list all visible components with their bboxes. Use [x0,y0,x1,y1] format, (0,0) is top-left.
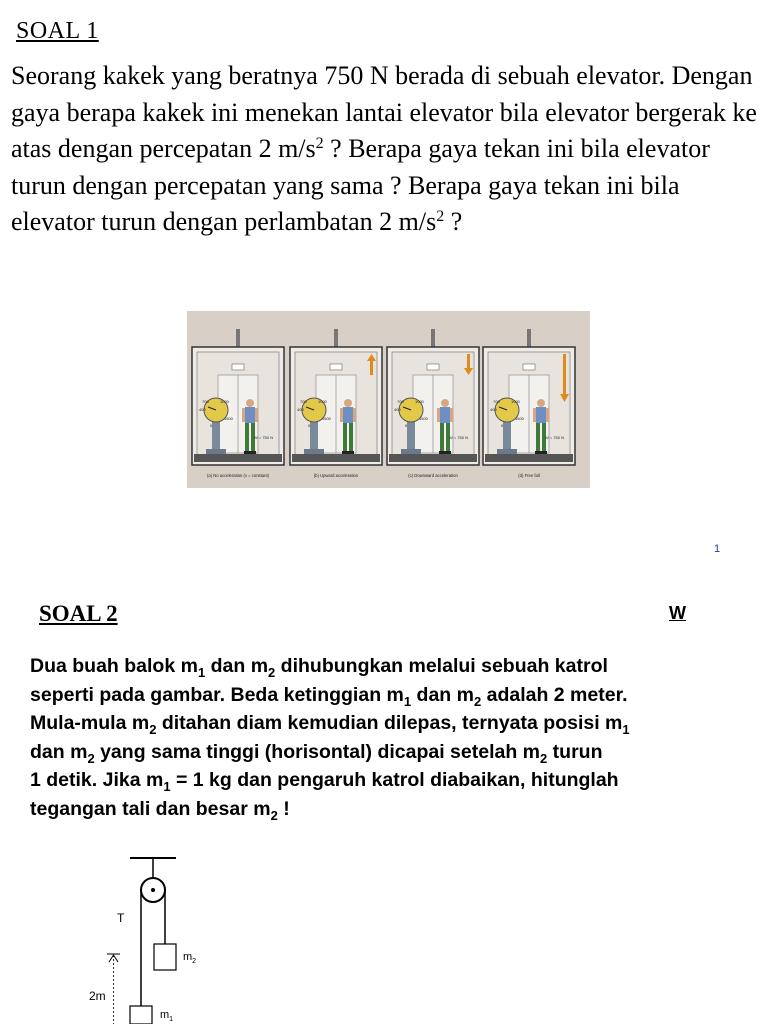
soal1-superscript: 2 [315,135,324,152]
man-arm [255,408,258,422]
scale-tick-label: 1000 [318,399,327,404]
soal2-text-part: dan m [411,683,474,706]
elevator-cable [431,329,435,349]
soal1-text-part: ? [444,207,463,236]
soal2-text-part: = 1 kg dan pengaruh katrol diabaikan, hitunglah [170,769,619,791]
soal1-text-part: ? Berapa gaya tekan ini bila elevator turun dengan percepatan yang sama ? Berapa gaya tekan ini bila elevator turun dengan perlambatan 2 m/s [11,134,710,236]
man-shoes [244,451,256,454]
elevator-panel [192,329,284,465]
man-leg [536,423,540,451]
soal2-subscript: 2 [87,750,95,766]
soal1-superscript: 2 [436,208,445,225]
soal2-subscript: 2 [270,807,278,823]
scale-tick-label: 0 [501,423,504,428]
soal2-text-part: seperti pada gambar. Beda ketinggian m [30,683,404,706]
soal2-text-part: dan m [205,655,269,677]
soal2-title: SOAL 2 [39,601,118,626]
elevator-floor [292,454,380,462]
soal2-text-part: ditahan diam kemudian dilepas, ternyata posisi m [156,712,623,734]
man-shoes [439,451,451,454]
w-mark: W [669,603,686,623]
scale-base [206,449,226,454]
weight-label: W = 750 N [254,435,274,440]
scale-tick-label: 1500 [224,416,233,421]
man-head [441,399,449,407]
panel-caption: (b) Upward acceleration [313,473,359,478]
scale-tick-label: 400 [199,407,206,412]
soal2-line [30,681,760,710]
soal2-subscript: 2 [268,665,276,680]
elevator-cable [527,329,531,349]
scale-tick-label: 1500 [322,416,331,421]
scale-tick-label: 1500 [419,416,428,421]
soal2-line [30,652,760,681]
elevator-illustration [187,311,590,488]
soal2-subscript: 1 [163,779,171,794]
man-head [246,399,254,407]
soal2-text-part: yang sama tinggi (horisontal) dicapai setelah m [94,740,541,763]
elevator-floor [194,454,282,462]
scale-tick-label: 1500 [515,416,524,421]
soal2-line [30,709,760,738]
man-head [344,399,352,407]
elevator-cable [334,329,338,349]
soal2-text-part: tegangan tali dan besar m [30,797,271,820]
man-leg [349,423,353,451]
man-shirt [343,407,353,423]
man-arm [533,408,536,422]
soal2-text-part: dan m [30,740,88,763]
elevator-panel [387,329,479,465]
scale-tick-label: 1000 [415,399,424,404]
acceleration-arrow [563,354,566,394]
soal2-text-part: Mula-mula m [30,712,150,734]
soal2-subscript: 2 [473,693,482,709]
weight-label: W = 750 N [449,435,469,440]
man-arm [242,408,245,422]
block-m1 [130,1006,152,1024]
man-shirt [245,407,255,423]
pulley-axle [151,888,155,892]
scale-tick-label: 700 [493,399,500,404]
soal2-subscript: 1 [622,722,630,737]
man-shoes [535,451,547,454]
weight-label: W = 750 N [545,435,565,440]
elevator-panel [483,329,575,465]
soal2-subscript: 1 [197,665,206,680]
elevator-cable [236,329,240,349]
floor-indicator [427,364,439,370]
man-leg [343,423,347,451]
floor-indicator [232,364,244,370]
soal2-line [30,766,760,795]
tension-label: T [117,911,125,925]
scale-tick-label: 400 [394,407,401,412]
man-arm [450,408,453,422]
soal1-title: SOAL 1 [16,18,99,44]
scale-base [401,449,421,454]
soal2-subscript: 2 [149,722,157,737]
scale-tick-label: 0 [210,423,213,428]
soal2-line [30,795,760,824]
soal2-text-part: ! [277,797,290,820]
man-arm [353,408,356,422]
man-arm [340,408,343,422]
scale-tick-label: 400 [490,407,497,412]
pulley-diagram [80,850,240,1024]
scale-tick-label: 700 [300,399,307,404]
scale-tick-label: 400 [297,407,304,412]
man-shirt [440,407,450,423]
scale-tick-label: 0 [405,423,408,428]
soal2-subscript: 1 [403,693,412,709]
soal1-text-part: Seorang kakek yang beratnya 750 N berada di sebuah elevator. Dengan gaya berapa kakek ini menekan lantai elevator bila elevator bergerak ke atas dengan percepatan 2 m/s [11,61,757,163]
soal2-question-text [30,652,760,823]
scale-tick-label: 1000 [511,399,520,404]
elevator-panel [290,329,382,465]
scale-base [497,449,517,454]
soal2-text-part: dihubungkan melalui sebuah katrol [275,655,608,677]
elevator-floor [389,454,477,462]
man-leg [440,423,444,451]
soal2-text-part: 1 detik. Jika m [30,769,164,791]
scale-tick-label: 700 [397,399,404,404]
soal1-question-text [11,58,767,241]
soal2-subscript: 2 [540,750,548,766]
panel-caption: (a) No acceleration (v = constant) [206,473,270,478]
elevator-floor [485,454,573,462]
soal2-text-part: Dua buah balok m [30,655,198,677]
page-number: 1 [714,543,721,555]
panel-caption: (c) Downward acceleration [408,473,458,478]
scale-tick-label: 1000 [220,399,229,404]
mass2-label: $m_2$ [183,951,197,965]
mass1-label: $m_1$ [160,1009,174,1023]
height-label: 2m [89,989,106,1003]
man-arm [437,408,440,422]
man-head [537,399,545,407]
soal2-line [30,738,760,767]
panel-caption: (d) Free fall [518,473,540,478]
man-arm [546,408,549,422]
floor-indicator [523,364,535,370]
acceleration-arrow [467,354,470,368]
scale-tick-label: 700 [202,399,209,404]
floor-indicator [330,364,342,370]
soal2-text-part: adalah 2 meter. [481,683,628,706]
man-leg [245,423,249,451]
man-shirt [536,407,546,423]
acceleration-arrow [370,361,373,375]
scale-base [304,449,324,454]
soal2-text-part: turun [547,740,603,763]
man-shoes [342,451,354,454]
block-m2 [154,944,176,970]
scale-tick-label: 0 [308,423,311,428]
